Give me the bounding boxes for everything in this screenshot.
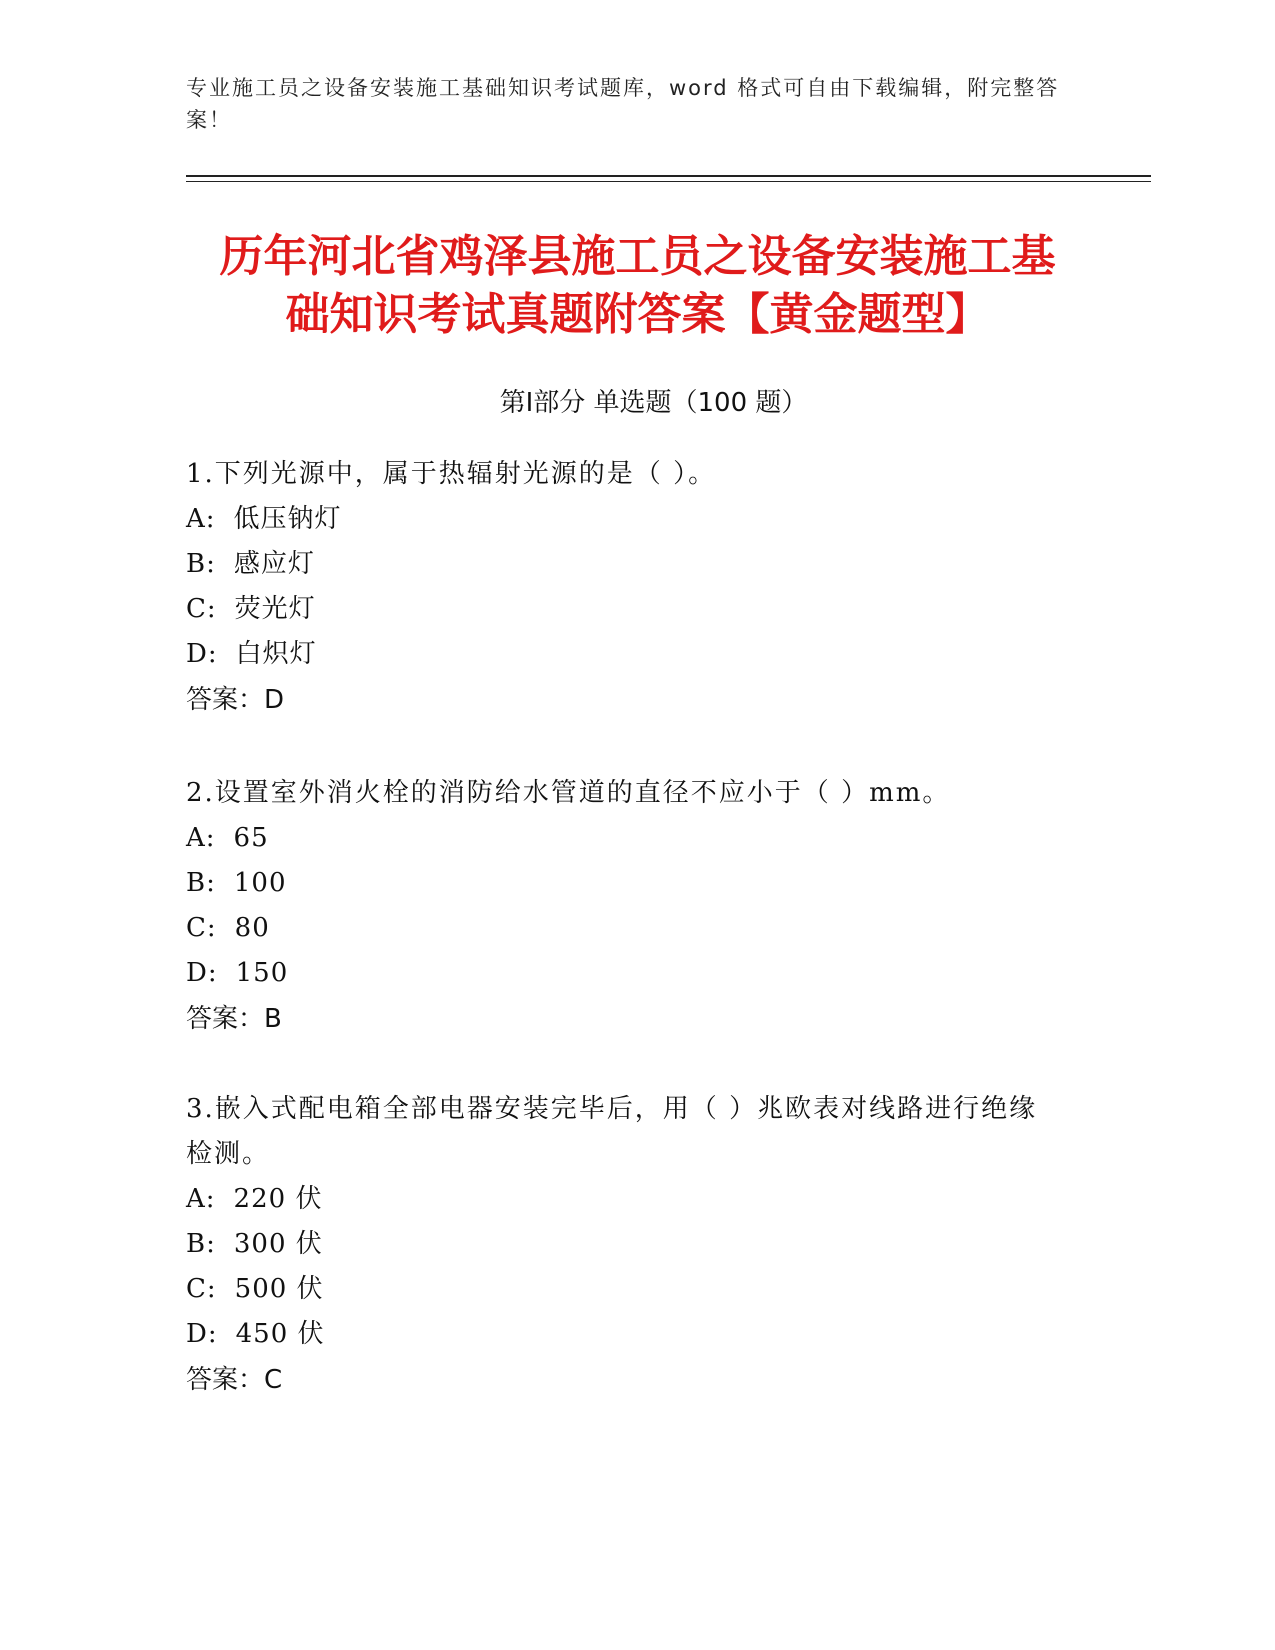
option-a <box>186 497 1086 542</box>
document-title <box>130 228 1145 344</box>
answer: 答案：D <box>186 685 285 715</box>
option-letter: C: <box>186 1274 217 1304</box>
option-a <box>186 1177 1056 1222</box>
answer: 答案：B <box>186 1004 282 1034</box>
option-text: 100 <box>233 868 287 898</box>
option-c <box>186 906 1086 951</box>
option-d <box>186 1312 1056 1357</box>
section-heading: 第Ⅰ部分 单选题（100 题） <box>499 388 808 418</box>
option-b <box>186 542 1086 587</box>
option-letter: A: <box>186 504 216 534</box>
option-text: 80 <box>234 913 270 943</box>
option-c <box>186 587 1086 632</box>
header-divider-thick <box>186 175 1151 177</box>
option-text: 白炽灯 <box>235 639 317 669</box>
question-2 <box>186 771 1086 1042</box>
option-b <box>186 1222 1056 1267</box>
question-stem: 2.设置室外消火栓的消防给水管道的直径不应小于（ ）mm。 <box>186 778 951 808</box>
answer: 答案：C <box>186 1365 283 1395</box>
question-3 <box>186 1087 1056 1403</box>
option-letter: B: <box>186 868 216 898</box>
option-text: 150 <box>235 958 289 988</box>
option-text: 300 伏 <box>233 1229 323 1259</box>
option-letter: D: <box>186 639 218 669</box>
option-d <box>186 951 1086 996</box>
question-stem: 1.下列光源中，属于热辐射光源的是（ ）。 <box>186 459 717 489</box>
question-1 <box>186 452 1086 723</box>
option-letter: C: <box>186 594 217 624</box>
option-text: 450 伏 <box>235 1319 325 1349</box>
question-stem: 3.嵌入式配电箱全部电器安装完毕后，用（ ）兆欧表对线路进行绝缘检测。 <box>186 1094 1038 1169</box>
option-letter: A: <box>186 823 216 853</box>
option-text: 220 伏 <box>233 1184 323 1214</box>
option-a <box>186 816 1086 861</box>
option-text: 荧光灯 <box>234 594 316 624</box>
option-text: 感应灯 <box>233 549 315 579</box>
header-note: 专业施工员之设备安装施工基础知识考试题库，word 格式可自由下载编辑，附完整答案！ <box>186 76 1060 132</box>
option-letter: D: <box>186 1319 218 1349</box>
option-letter: B: <box>186 549 216 579</box>
option-letter: A: <box>186 1184 216 1214</box>
option-b <box>186 861 1086 906</box>
option-c <box>186 1267 1056 1312</box>
option-text: 500 伏 <box>234 1274 324 1304</box>
option-letter: C: <box>186 913 217 943</box>
header-divider-thin <box>186 181 1151 182</box>
option-letter: B: <box>186 1229 216 1259</box>
option-text: 低压钠灯 <box>233 504 342 534</box>
option-d <box>186 632 1086 677</box>
document-title-line-2: 础知识考试真题附答案【黄金题型】 <box>285 289 990 340</box>
option-text: 65 <box>233 823 269 853</box>
document-title-line-1: 历年河北省鸡泽县施工员之设备安装施工基 <box>219 231 1056 282</box>
option-letter: D: <box>186 958 218 988</box>
